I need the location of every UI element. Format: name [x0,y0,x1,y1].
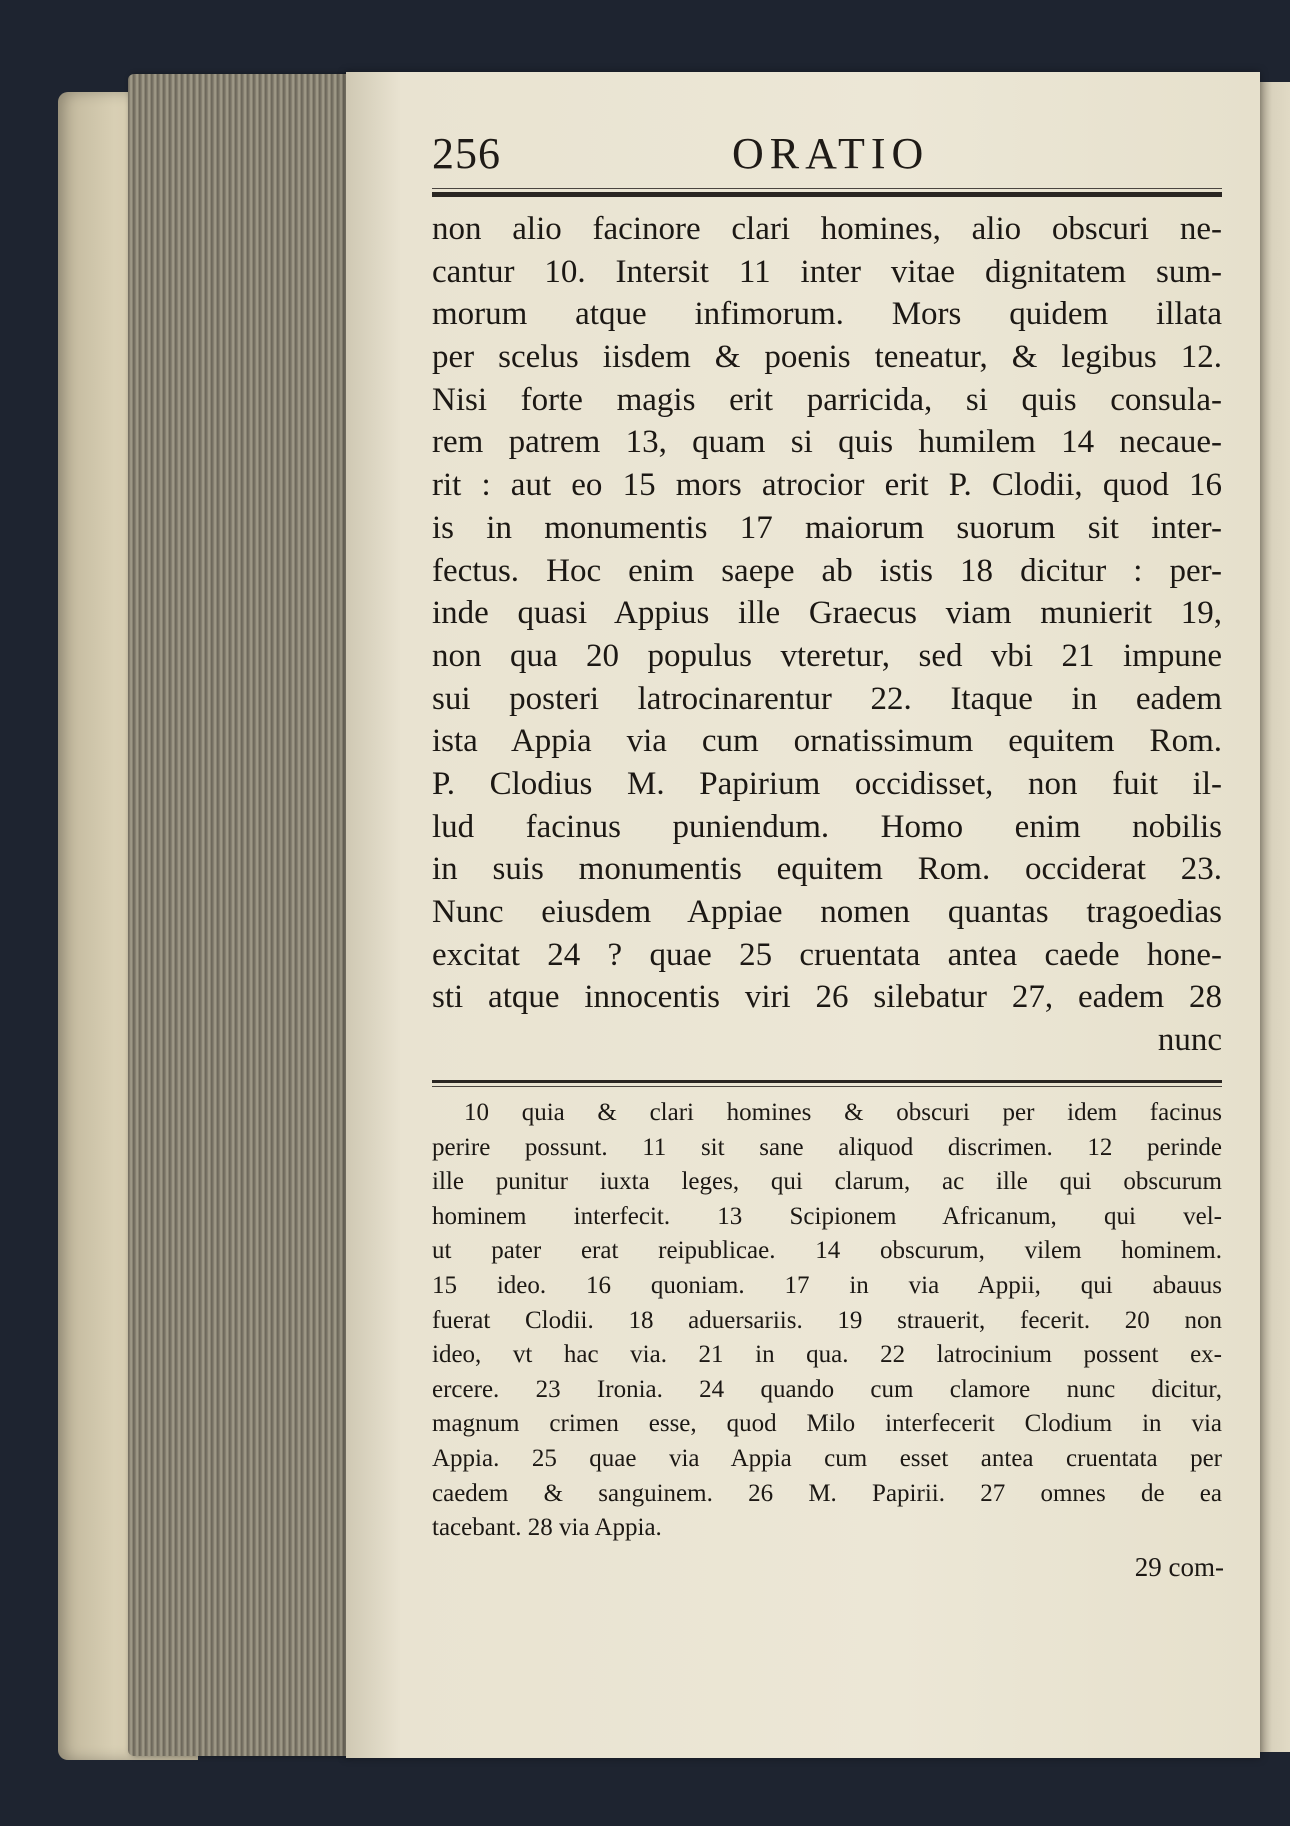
facing-page-edge [1256,82,1290,1752]
text-line: sui posteri latrocinarentur 22. Itaque in eadem [432,680,1222,717]
note-line: tacebant. 28 via Appia. [432,1514,662,1542]
text-line: P. Clodius M. Papirium occidisset, non fuit il- [432,765,1222,802]
note-line: 15 ideo. 16 quoniam. 17 in via Appii, qui abauus [432,1271,1222,1299]
note-line: ercere. 23 Ironia. 24 quando cum clamore nunc dicitur, [432,1375,1222,1403]
page-edges [128,74,348,1756]
text-line: cantur 10. Intersit 11 inter vitae dignitatem sum- [432,253,1222,290]
note-line: ut pater erat reipublicae. 14 obscurum, vilem hominem. [432,1237,1222,1265]
footnotes [432,1096,1222,1546]
note-line: fuerat Clodii. 18 aduersariis. 19 strauerit, fecerit. 20 non [432,1306,1222,1334]
text-line: excitat 24 ? quae 25 cruentata antea caede hone- [432,936,1222,973]
text-line: in suis monumentis equitem Rom. occiderat 23. [432,851,1222,888]
text-line: ista Appia via cum ornatissimum equitem Rom. [432,723,1222,760]
notes-rule [432,1080,1222,1083]
text-line: rit : aut eo 15 mors atrocior erit P. Clodii, quod 16 [432,467,1222,504]
text-line: lud facinus puniendum. Homo enim nobilis [432,808,1222,845]
text-line: nunc [1157,1022,1222,1059]
text-line: fectus. Hoc enim saepe ab istis 18 dicitur : per- [432,552,1222,589]
note-line: hominem interfecit. 13 Scipionem Africanum, qui vel- [432,1202,1222,1230]
main-text [432,208,1222,1062]
note-line: 10 quia & clari homines & obscuri per idem facinus [464,1099,1222,1126]
text-line: sti atque innocentis viri 26 silebatur 27, eadem 28 [432,979,1222,1016]
catchword: 29 com- [1134,1552,1224,1582]
text-line: inde quasi Appius ille Graecus viam munierit 19, [432,595,1222,632]
note-line: magnum crimen esse, quod Milo interfecerit Clodium in via [432,1410,1222,1438]
text-line: rem patrem 13, quam si quis humilem 14 necaue- [432,424,1222,461]
note-line: ideo, vt hac via. 21 in qua. 22 latrocinium possent ex- [432,1341,1222,1369]
page-number: 256 [432,129,501,178]
header-rule-thin [432,188,1222,189]
header-rule [432,192,1222,197]
running-title: ORATIO [732,129,930,178]
note-line: perire possunt. 11 sit sane aliquod discrimen. 12 perinde [432,1133,1222,1161]
note-line: Appia. 25 quae via Appia cum esset antea cruentata per [432,1444,1222,1472]
text-line: morum atque infimorum. Mors quidem illata [432,296,1222,333]
text-line: is in monumentis 17 maiorum suorum sit inter- [432,509,1222,546]
text-line: per scelus iisdem & poenis teneatur, & legibus 12. [432,339,1222,376]
text-line: non alio facinore clari homines, alio obscuri ne- [432,211,1222,247]
page-header [432,128,1222,188]
note-line: caedem & sanguinem. 26 M. Papirii. 27 omnes de ea [432,1479,1222,1507]
notes-rule-thin [432,1086,1222,1087]
text-line: Nisi forte magis erit parricida, si quis consula- [432,381,1222,418]
text-line: non qua 20 populus vteretur, sed vbi 21 impune [432,637,1222,674]
text-line: Nunc eiusdem Appiae nomen quantas tragoedias [432,894,1222,930]
note-line: ille punitur iuxta leges, qui clarum, ac ille qui obscurum [432,1168,1222,1196]
